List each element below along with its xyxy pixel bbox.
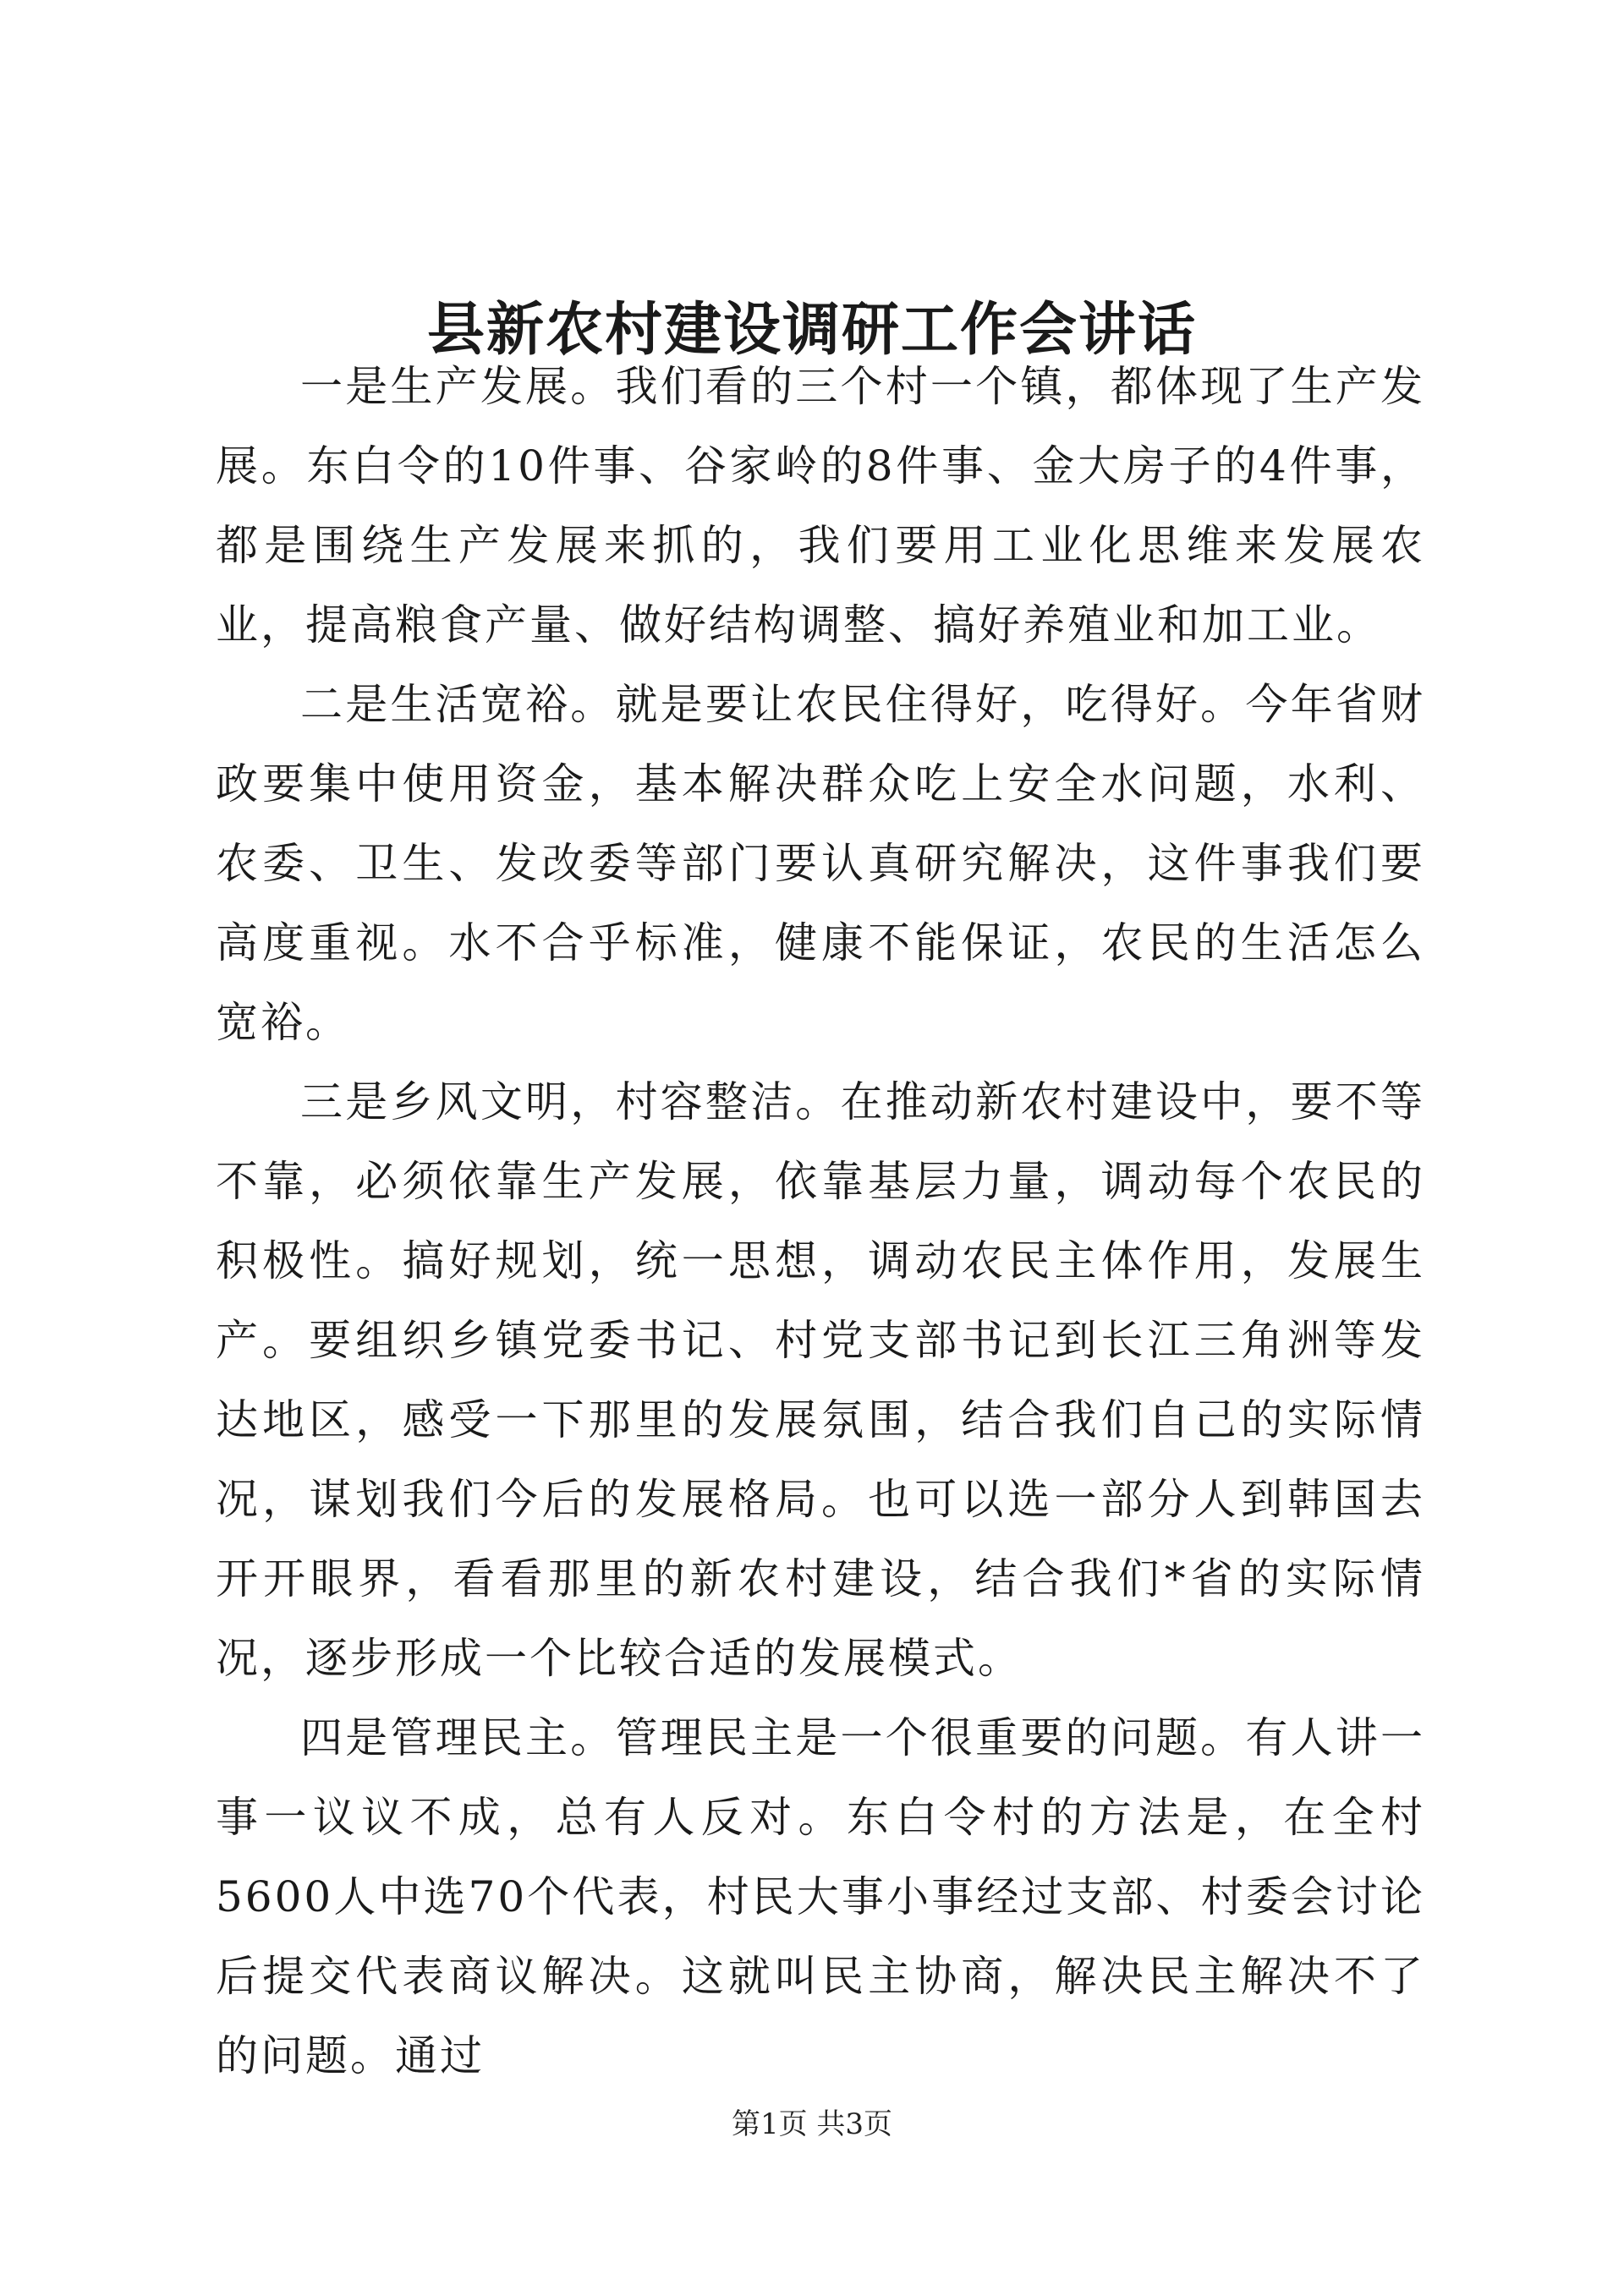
document-body — [216, 347, 1425, 2096]
document-title: 县新农村建设调研工作会讲话 — [426, 296, 1197, 364]
page-number: 第1页 共3页 — [731, 2107, 893, 2141]
paragraph-civilization: 三是乡风文明，村容整洁。在推动新农村建设中，要不等不靠，必须依靠生产发展，依靠基层力量，调动每个农民的积极性。搞好规划，统一思想，调动农民主体作用，发展生产。要组织乡镇党委书记、村党支部书记到长江三角洲等发达地区，感受一下那里的发展氛围，结合我们自己的实际情况，谋划我们今后的发展格局。也可以选一部分人到韩国去开开眼界，看看那里的新农村建设，结合我们*省的实际情况，逐步形成一个比较合适的发展模式。 — [216, 1077, 1425, 1683]
paragraph-living: 二是生活宽裕。就是要让农民住得好，吃得好。今年省财政要集中使用资金，基本解决群众吃上安全水问题，水利、农委、卫生、发改委等部门要认真研究解决，这件事我们要高度重视。水不合乎标准，健康不能保证，农民的生活怎么宽裕。 — [216, 680, 1425, 1047]
paragraph-production: 一是生产发展。我们看的三个村一个镇，都体现了生产发展。东白令的10件事、谷家岭的8件事、金大房子的4件事，都是围绕生产发展来抓的，我们要用工业化思维来发展农业，提高粮食产量、做好结构调整、搞好养殖业和加工业。 — [216, 362, 1425, 649]
paragraph-democracy: 四是管理民主。管理民主是一个很重要的问题。有人讲一事一议议不成，总有人反对。东白令村的方法是，在全村5600人中选70个代表，村民大事小事经过支部、村委会讨论后提交代表商议解决。这就叫民主协商，解决民主解决不了的问题。通过 — [216, 1713, 1425, 2080]
